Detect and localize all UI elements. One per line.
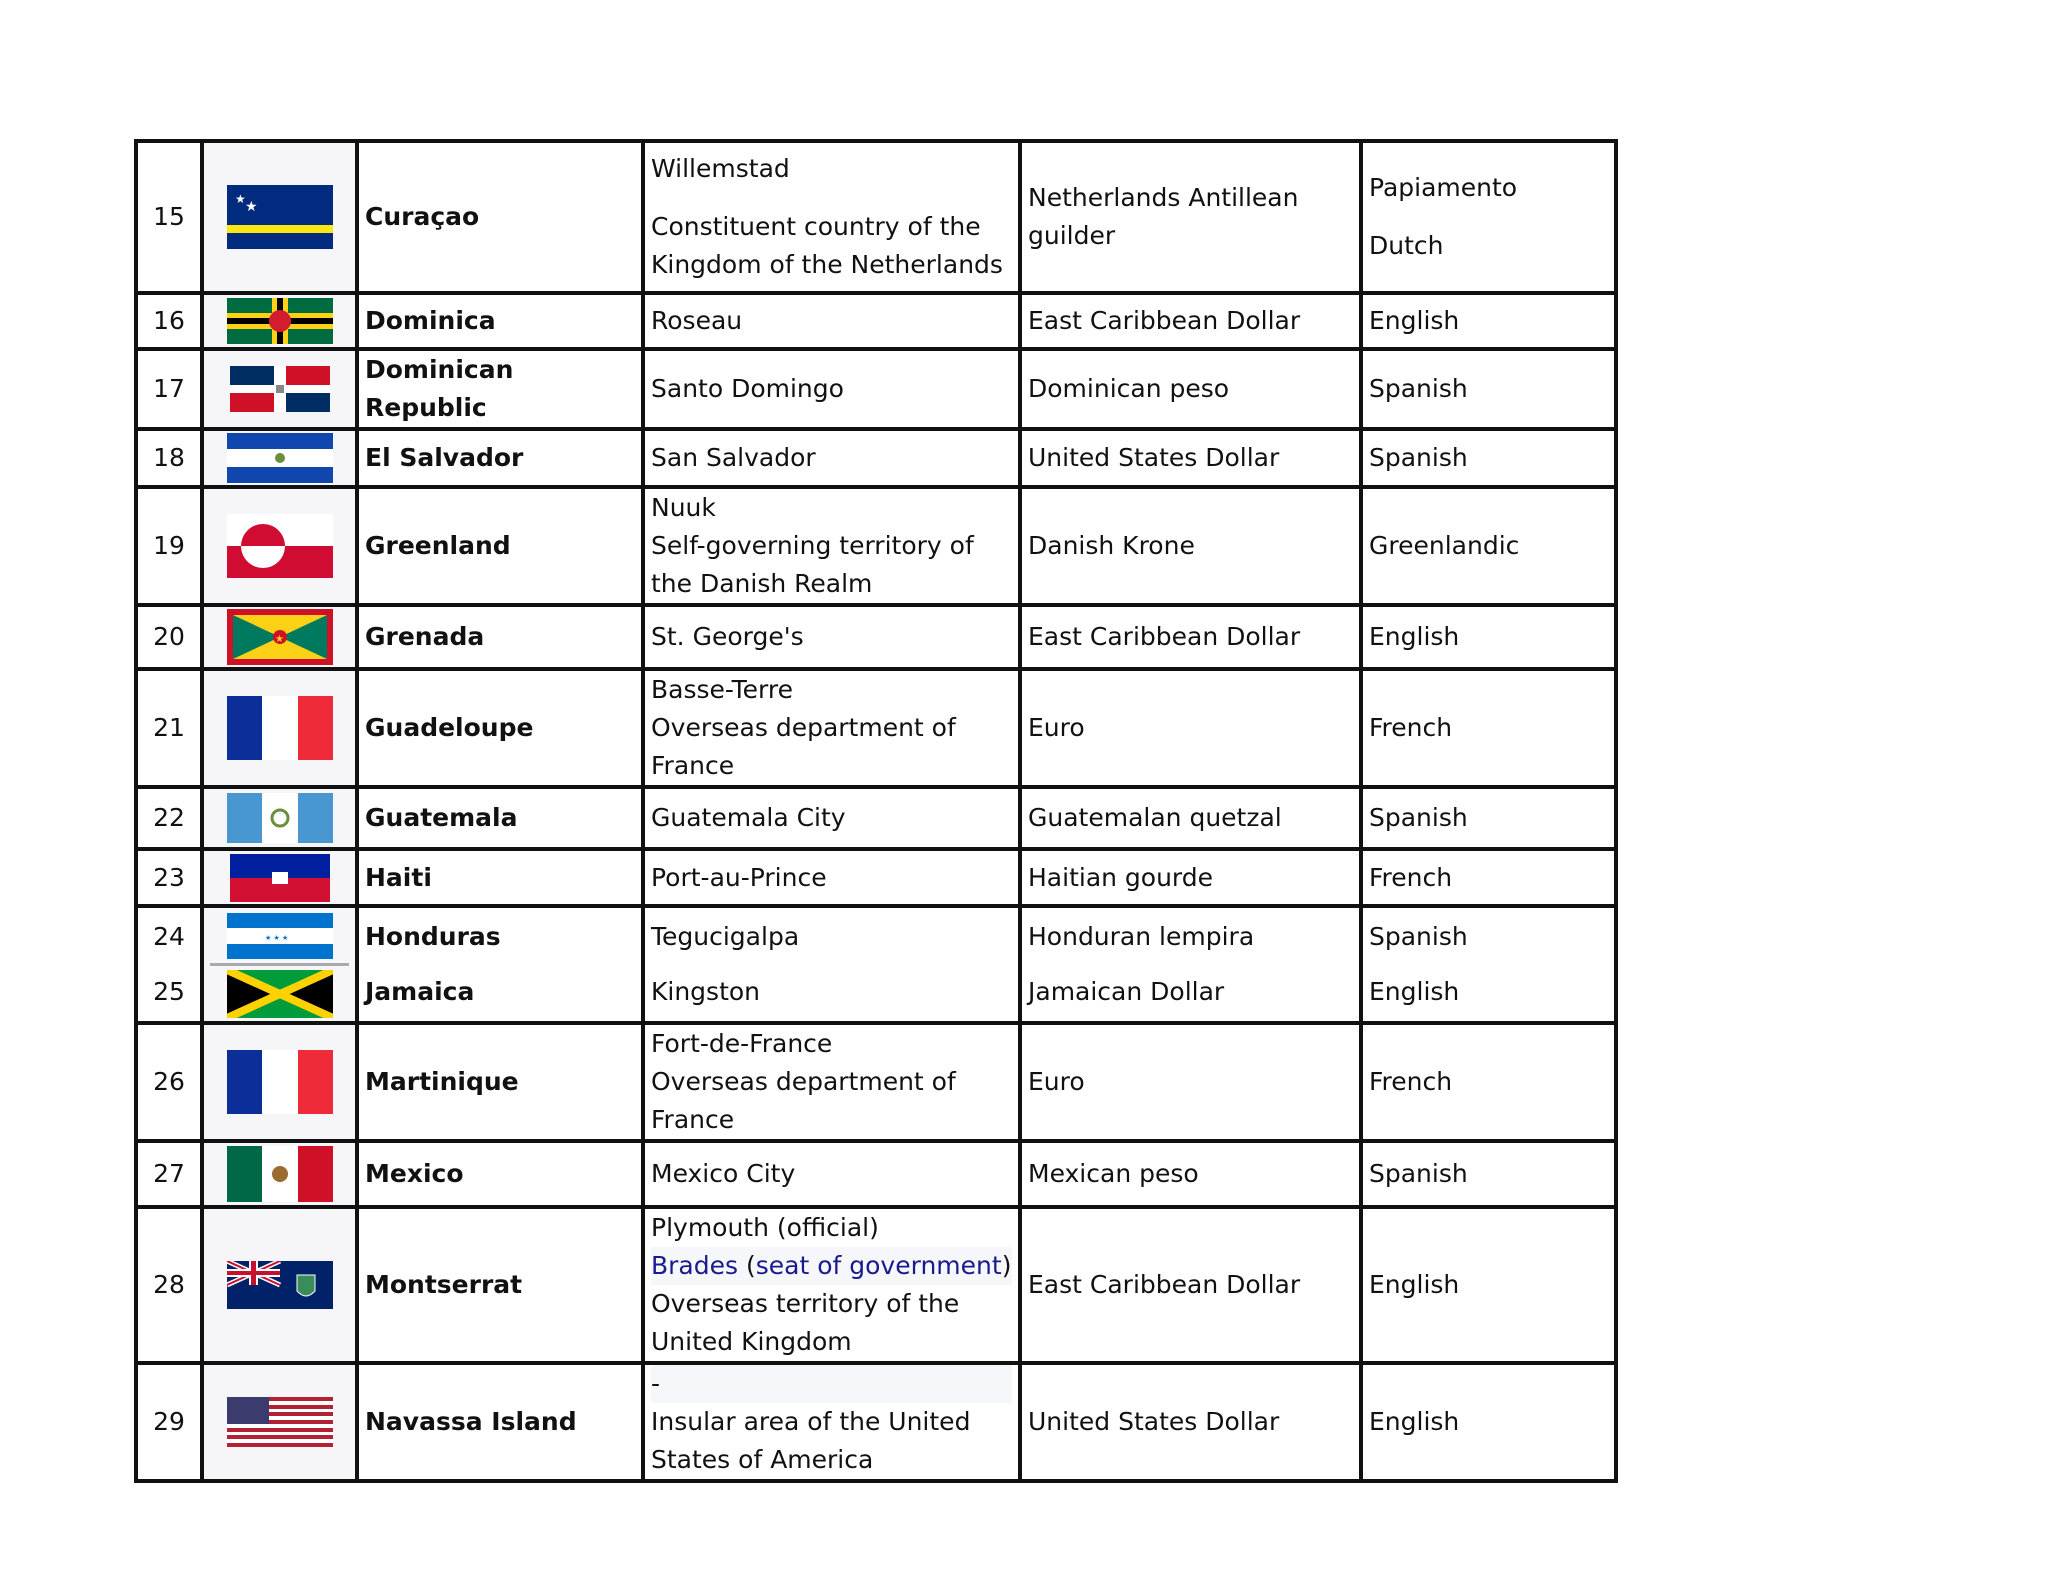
table-row (136, 429, 1616, 487)
language-group (1361, 906, 1616, 1023)
language-name: Spanish (1369, 922, 1468, 951)
usa-flag-icon (227, 1397, 333, 1447)
capital-name: - (651, 1365, 1012, 1403)
capital-name: Port-au-Prince (643, 849, 1020, 906)
capital-name: Guatemala City (643, 787, 1020, 849)
jamaica-flag-icon (227, 970, 333, 1018)
capital-name: St. George's (643, 605, 1020, 669)
country-name: Mexico (357, 1141, 643, 1207)
language-name: Spanish (1361, 349, 1616, 429)
row-number: 29 (136, 1363, 202, 1481)
capital-name: Willemstad (651, 154, 790, 183)
table-row (136, 1023, 1616, 1141)
capital-name: Roseau (643, 293, 1020, 349)
flag-cell (202, 1023, 357, 1141)
capital-name: Santo Domingo (643, 349, 1020, 429)
capital-note: Overseas department of (651, 1067, 956, 1096)
language-cell (1361, 141, 1616, 293)
table-row (136, 349, 1616, 429)
capital-name: Mexico City (643, 1141, 1020, 1207)
row-number: 19 (136, 487, 202, 605)
seat-of-government-link[interactable]: seat of government (755, 1251, 1002, 1280)
capital-note: Insular area of the United (651, 1407, 971, 1436)
dominican-republic-flag-icon (230, 366, 330, 412)
flag-cell (202, 1207, 357, 1363)
capital-note: Constituent country of the (651, 212, 981, 241)
capital-note: Kingdom of the Netherlands (651, 250, 1003, 279)
dominica-flag-icon (227, 298, 333, 344)
honduras-flag-icon (227, 913, 333, 959)
flag-cell (202, 605, 357, 669)
row-number: 24 (153, 922, 185, 951)
flag-cell (202, 487, 357, 605)
table-row (136, 849, 1616, 906)
flag-cell (202, 141, 357, 293)
table-row (136, 141, 1616, 293)
currency-name: Honduran lempira (1028, 922, 1255, 951)
language-name: French (1361, 1023, 1616, 1141)
language-name: English (1361, 293, 1616, 349)
language-name: English (1361, 605, 1616, 669)
capital-note: Overseas territory of the (651, 1289, 960, 1318)
country-name: Grenada (357, 605, 643, 669)
language-name: English (1361, 1363, 1616, 1481)
paren-close: ) (1001, 1251, 1012, 1280)
capital-name: Plymouth (official) (651, 1213, 879, 1242)
row-number: 18 (136, 429, 202, 487)
capital-cell (643, 1207, 1020, 1363)
language-name: English (1369, 977, 1460, 1006)
country-name: Jamaica (365, 977, 475, 1006)
france-flag-icon (227, 1050, 333, 1114)
currency-name: guilder (1028, 221, 1116, 250)
flag-cell (202, 906, 357, 1023)
capital-note: United Kingdom (651, 1327, 852, 1356)
currency-name: Haitian gourde (1020, 849, 1361, 906)
capital-name: Kingston (651, 977, 761, 1006)
capital-note: Self-governing territory of (651, 531, 974, 560)
row-number: 28 (136, 1207, 202, 1363)
guatemala-flag-icon (227, 793, 333, 843)
row-number: 15 (136, 141, 202, 293)
country-name: Curaçao (357, 141, 643, 293)
capital-cell (643, 669, 1020, 787)
montserrat-flag-icon (227, 1261, 333, 1309)
currency-name: East Caribbean Dollar (1020, 605, 1361, 669)
capital-name: Nuuk (651, 493, 716, 522)
language-name: Dutch (1369, 231, 1444, 260)
currency-name: Euro (1020, 669, 1361, 787)
country-group (357, 906, 643, 1023)
row-number: 27 (136, 1141, 202, 1207)
currency-name: East Caribbean Dollar (1020, 293, 1361, 349)
currency-name: Guatemalan quetzal (1020, 787, 1361, 849)
capital-name: San Salvador (643, 429, 1020, 487)
country-name: Dominican Republic (357, 349, 643, 429)
currency-cell (1020, 141, 1361, 293)
row-number: 17 (136, 349, 202, 429)
currency-name: United States Dollar (1020, 429, 1361, 487)
table-row (136, 1141, 1616, 1207)
table-row (136, 1363, 1616, 1481)
capital-cell (643, 487, 1020, 605)
currency-group (1020, 906, 1361, 1023)
capital-note: France (651, 751, 735, 780)
capital-note: the Danish Realm (651, 569, 873, 598)
row-number: 25 (153, 977, 185, 1006)
currency-name: East Caribbean Dollar (1020, 1207, 1361, 1363)
capital-name: Basse-Terre (651, 675, 793, 704)
curacao-flag-icon (227, 185, 333, 249)
haiti-flag-icon (230, 854, 330, 902)
language-name: Spanish (1361, 1141, 1616, 1207)
capital-cell (643, 141, 1020, 293)
currency-name: United States Dollar (1020, 1363, 1361, 1481)
capital-note: States of America (651, 1445, 874, 1474)
flag-cell (202, 1363, 357, 1481)
language-name: English (1361, 1207, 1616, 1363)
currency-name: Netherlands Antillean (1028, 183, 1299, 212)
mexico-flag-icon (227, 1146, 333, 1202)
svg-text:★: ★ (274, 634, 284, 645)
table-row (136, 787, 1616, 849)
language-name: Papiamento (1369, 173, 1518, 202)
capital-group (643, 906, 1020, 1023)
svg-text:★: ★ (234, 192, 246, 206)
flag-cell (202, 669, 357, 787)
row-number: 16 (136, 293, 202, 349)
country-name: Greenland (357, 487, 643, 605)
language-name: French (1361, 849, 1616, 906)
currency-name: Dominican peso (1020, 349, 1361, 429)
currency-name: Jamaican Dollar (1028, 977, 1225, 1006)
country-name: Montserrat (357, 1207, 643, 1363)
row-number: 26 (136, 1023, 202, 1141)
country-name: Guatemala (357, 787, 643, 849)
country-name: Dominica (357, 293, 643, 349)
currency-name: Mexican peso (1020, 1141, 1361, 1207)
flag-cell (202, 429, 357, 487)
table-row (136, 1207, 1616, 1363)
row-number-group (136, 906, 202, 1023)
svg-text:★: ★ (244, 199, 258, 215)
country-name: Guadeloupe (357, 669, 643, 787)
country-name: Honduras (365, 922, 501, 951)
brades-link[interactable]: Brades (651, 1251, 739, 1280)
currency-name: Danish Krone (1020, 487, 1361, 605)
row-number: 22 (136, 787, 202, 849)
flag-cell (202, 293, 357, 349)
paren-open: ( (745, 1251, 756, 1280)
language-name: Spanish (1361, 787, 1616, 849)
capital-name: Fort-de-France (651, 1029, 833, 1058)
country-name: El Salvador (357, 429, 643, 487)
row-number: 21 (136, 669, 202, 787)
table-row (136, 605, 1616, 669)
capital-note: Overseas department of (651, 713, 956, 742)
row-number: 20 (136, 605, 202, 669)
capital-seat (651, 1247, 1012, 1285)
greenland-flag-icon (227, 514, 333, 578)
table-row (136, 669, 1616, 787)
table-row (136, 293, 1616, 349)
language-name: French (1361, 669, 1616, 787)
countries-table (134, 139, 1618, 1483)
flag-cell (202, 849, 357, 906)
table-row (136, 906, 1616, 1023)
svg-text:★ ★ ★: ★ ★ ★ (264, 933, 288, 942)
country-name: Haiti (357, 849, 643, 906)
flag-cell (202, 349, 357, 429)
country-name: Martinique (357, 1023, 643, 1141)
grenada-flag-icon (227, 609, 333, 665)
france-flag-icon (227, 696, 333, 760)
capital-cell (643, 1363, 1020, 1481)
flag-cell (202, 1141, 357, 1207)
flag-cell (202, 787, 357, 849)
capital-note: France (651, 1105, 735, 1134)
capital-cell (643, 1023, 1020, 1141)
row-number: 23 (136, 849, 202, 906)
country-name: Navassa Island (357, 1363, 643, 1481)
language-name: Greenlandic (1361, 487, 1616, 605)
capital-name: Tegucigalpa (651, 922, 800, 951)
table-row (136, 487, 1616, 605)
currency-name: Euro (1020, 1023, 1361, 1141)
el-salvador-flag-icon (227, 433, 333, 483)
language-name: Spanish (1361, 429, 1616, 487)
